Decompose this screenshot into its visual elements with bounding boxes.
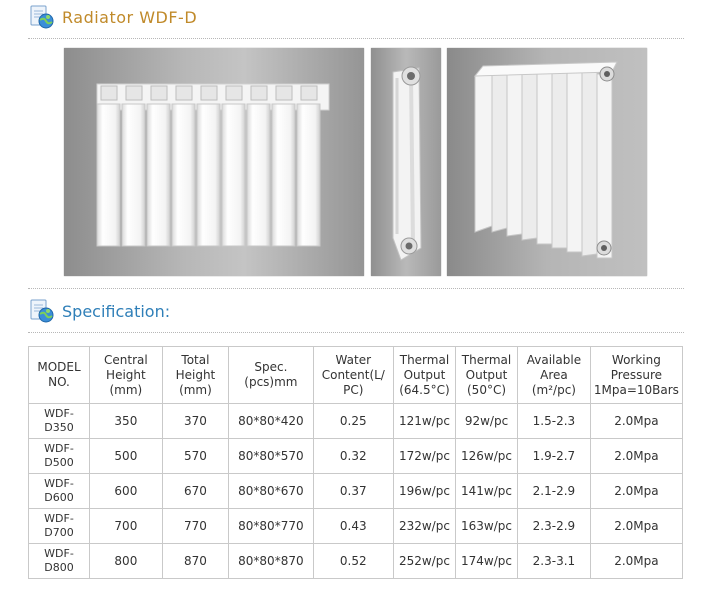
column-header <box>29 347 90 404</box>
column-header-line: Height <box>175 367 216 382</box>
table-cell: 121w/pc <box>393 404 455 439</box>
column-header <box>455 347 517 404</box>
divider <box>28 288 684 289</box>
table-cell: 700 <box>90 509 163 544</box>
table-cell: 196w/pc <box>393 474 455 509</box>
column-header <box>90 347 163 404</box>
table-cell: 870 <box>162 544 228 579</box>
spec-title: Specification: <box>62 301 171 321</box>
model-cell <box>29 439 90 474</box>
table-cell: 800 <box>90 544 163 579</box>
column-header <box>518 347 591 404</box>
spec-heading <box>28 298 170 324</box>
table-cell: 0.43 <box>313 509 393 544</box>
column-header-line: (64.5°C) <box>399 382 450 397</box>
column-header-line: Thermal <box>399 352 450 367</box>
column-header-line: Thermal <box>461 352 512 367</box>
column-header-line: (mm) <box>109 382 143 397</box>
column-header-line: Total <box>181 352 210 367</box>
table-cell: 2.1-2.9 <box>518 474 591 509</box>
model-line: D600 <box>44 491 74 504</box>
model-line: WDF- <box>44 407 74 420</box>
document-globe-icon <box>28 298 56 324</box>
column-header-line: Height <box>106 367 146 382</box>
table-body <box>29 404 683 579</box>
radiator-angle-illustration <box>447 48 647 276</box>
table-cell: 2.0Mpa <box>590 474 682 509</box>
column-header-line: Water <box>335 352 372 367</box>
table-cell: 163w/pc <box>455 509 517 544</box>
table-cell: 141w/pc <box>455 474 517 509</box>
table-cell: 80*80*670 <box>229 474 314 509</box>
product-title: Radiator WDF-D <box>62 7 198 27</box>
column-header-line: Spec. <box>254 360 288 374</box>
product-heading <box>28 4 197 30</box>
table-cell: 2.0Mpa <box>590 544 682 579</box>
model-line: D350 <box>44 421 74 434</box>
column-header-line: PC) <box>343 382 364 397</box>
divider <box>28 332 684 333</box>
table-cell: 126w/pc <box>455 439 517 474</box>
model-line: D800 <box>44 561 74 574</box>
column-header-line: (mm) <box>179 382 212 397</box>
table-cell: 2.0Mpa <box>590 439 682 474</box>
model-line: WDF- <box>44 547 74 560</box>
table-cell: 1.9-2.7 <box>518 439 591 474</box>
column-header-line: Available <box>526 352 582 367</box>
column-header-line: MODEL <box>37 360 81 374</box>
column-header-line: (50°C) <box>467 382 507 397</box>
column-header-line: Pressure <box>610 367 663 382</box>
column-header <box>162 347 228 404</box>
radiator-angle-photo <box>447 48 647 276</box>
column-header-line: NO. <box>48 375 70 389</box>
table-cell: 670 <box>162 474 228 509</box>
table-cell: 80*80*420 <box>229 404 314 439</box>
column-header-line: Content(L/ <box>321 367 385 382</box>
model-line: WDF- <box>44 442 74 455</box>
model-cell <box>29 509 90 544</box>
document-globe-icon <box>28 4 56 30</box>
table-cell: 0.32 <box>313 439 393 474</box>
radiator-front-photo <box>64 48 364 276</box>
table-cell: 174w/pc <box>455 544 517 579</box>
table-cell: 2.3-2.9 <box>518 509 591 544</box>
column-header <box>590 347 682 404</box>
table-cell: 0.52 <box>313 544 393 579</box>
table-cell: 570 <box>162 439 228 474</box>
divider <box>28 38 684 39</box>
column-header-line: Central <box>104 352 148 367</box>
table-cell: 1.5-2.3 <box>518 404 591 439</box>
table-row <box>29 474 683 509</box>
column-header-line: Output <box>465 367 508 382</box>
table-cell: 770 <box>162 509 228 544</box>
model-line: WDF- <box>44 512 74 525</box>
table-cell: 500 <box>90 439 163 474</box>
spec-table <box>28 346 683 579</box>
column-header <box>313 347 393 404</box>
column-header-line: Output <box>403 367 446 382</box>
radiator-side-illustration <box>371 48 441 276</box>
table-header-row <box>29 347 683 404</box>
model-cell <box>29 544 90 579</box>
table-cell: 80*80*770 <box>229 509 314 544</box>
table-cell: 0.37 <box>313 474 393 509</box>
table-cell: 172w/pc <box>393 439 455 474</box>
table-cell: 252w/pc <box>393 544 455 579</box>
table-row <box>29 509 683 544</box>
model-cell <box>29 474 90 509</box>
model-cell <box>29 404 90 439</box>
table-row <box>29 439 683 474</box>
model-line: D500 <box>44 456 74 469</box>
table-cell: 80*80*570 <box>229 439 314 474</box>
table-cell: 2.0Mpa <box>590 404 682 439</box>
radiator-front-illustration <box>64 48 364 276</box>
column-header-line: (pcs)mm <box>244 375 298 389</box>
table-cell: 370 <box>162 404 228 439</box>
table-cell: 600 <box>90 474 163 509</box>
column-header <box>229 347 314 404</box>
table-cell: 92w/pc <box>455 404 517 439</box>
table-cell: 2.0Mpa <box>590 509 682 544</box>
model-line: D700 <box>44 526 74 539</box>
table-row <box>29 544 683 579</box>
table-cell: 2.3-3.1 <box>518 544 591 579</box>
table-cell: 350 <box>90 404 163 439</box>
table-row <box>29 404 683 439</box>
column-header-line: Area <box>540 367 568 382</box>
column-header <box>393 347 455 404</box>
column-header-line: Working <box>611 352 661 367</box>
column-header-line: (m²/pc) <box>531 382 576 397</box>
table-cell: 80*80*870 <box>229 544 314 579</box>
radiator-side-photo <box>371 48 441 276</box>
table-cell: 232w/pc <box>393 509 455 544</box>
model-line: WDF- <box>44 477 74 490</box>
column-header-line: 1Mpa=10Bars <box>593 382 679 397</box>
table-cell: 0.25 <box>313 404 393 439</box>
